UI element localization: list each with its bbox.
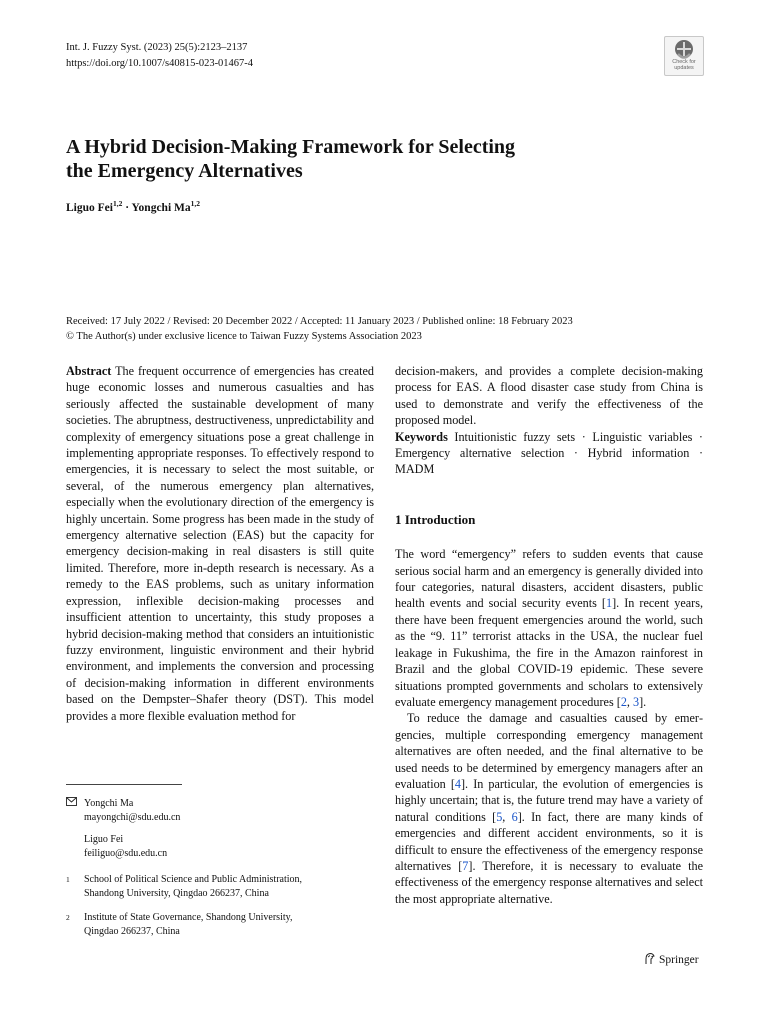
citation-link[interactable]: 6	[511, 809, 518, 824]
author-name[interactable]: Yongchi Ma	[131, 202, 191, 214]
author-name[interactable]: Liguo Fei	[66, 202, 113, 214]
article-history	[66, 314, 573, 344]
affiliation-1-line2: Shandong University, Qingdao 266237, China	[84, 888, 269, 899]
abstract-text: The frequent occurrence of emergencies has created huge economic losses and numerous casualties and has seriously affected the sustainable development of many societies. The abruptness, destructiveness, unpredictability and complexity of emergency situations pose a great challenge in implementing appropriate responses. To effectively respond to emergencies, it is necessary to select the most suitable, or several, of the numerous emergency plan alternatives, especially when the evolutionary direction of the emergency is highly uncertain. Some progress has been made in the study of emergency alternative selection (EAS) but the capacity for emergency decision-making in real disasters is still quite limited. Therefore, more in-depth research is necessary. As a remedy to the EAS problems, such as unitary information expression, inflexible decision-making processes and insufficient attention to uncertainty, this study proposes a hybrid decision-making method that considers an intuitionistic fuzzy environment, linguistic environment and their hybrid environment, and implements the conversion and processing of decision-making information in different environments based on the Dempster–Shafer theory (DST). This model provides a more flexible evaluation method for	[66, 364, 374, 723]
introduction-body	[395, 546, 703, 907]
author-footnote-email[interactable]: feiliguo@sdu.edu.cn	[84, 848, 168, 859]
intro-paragraph-1	[395, 546, 703, 710]
author-affiliation-mark: 1,2	[190, 199, 200, 208]
citation-separator: ,	[626, 694, 633, 709]
affiliation-2	[66, 911, 374, 939]
author-affiliation-mark: 1,2	[112, 199, 123, 208]
affiliation-2-mark: 2	[66, 913, 70, 922]
intro-paragraph-2	[395, 710, 703, 907]
intro-p2-text: To reduce the damage and casualties caused by emergencies, multiple corresponding emergency management alternatives are often needed, and the final alternative to be used needs to be determined by emergency managers after an evaluation [	[395, 711, 703, 791]
corresponding-author-note	[66, 797, 374, 861]
citation-link[interactable]: 4	[454, 776, 461, 791]
publisher-name: Springer	[659, 954, 699, 966]
article-title	[66, 135, 686, 183]
keywords	[395, 429, 703, 478]
publication-dates: Received: 17 July 2022 / Revised: 20 December 2022 / Accepted: 11 January 2023 / Published online: 18 February 2023	[66, 316, 573, 327]
intro-p1-text: ].	[639, 694, 647, 709]
keywords-text: Intuitionistic fuzzy sets · Linguistic variables · Emergency alternative selection · Hybrid information · MADM	[395, 429, 703, 477]
footnote-divider	[66, 784, 182, 785]
title-line-1: A Hybrid Decision-Making Framework for Selecting	[66, 136, 516, 158]
abstract	[66, 363, 374, 724]
check-badge-line1: Check for	[672, 59, 696, 65]
affiliation-1-mark: 1	[66, 875, 70, 884]
author-separator: ·	[122, 202, 132, 214]
footnotes	[66, 797, 374, 939]
citation-separator: ,	[502, 809, 512, 824]
title-line-2: the Emergency Alternatives	[66, 160, 303, 182]
citation-link[interactable]: 1	[605, 596, 613, 611]
corresponding-author-name: Yongchi Ma	[84, 798, 134, 809]
intro-p1-text: ]. In recent years, there have been frequent emergencies around the world, such as the “9. 11” terrorist attacks in the USA, the nuclear fuel leakage in Fukushima, the fire in the Amazon rainforest in Brazil and the global COVID-19 epidemic. These severe situations prompted governments and scholars to extensively evaluate emergency management procedures [	[395, 596, 703, 709]
check-for-updates-badge[interactable]	[664, 36, 704, 76]
abstract-label: Abstract	[66, 364, 112, 378]
intro-p1-text: The word “emergency” refers to sudden events that cause serious social harm and an emergency is generally divided into four categories, natural disasters, accident disasters, public health events and social security events [	[395, 547, 703, 611]
journal-header	[66, 40, 253, 72]
journal-citation: Int. J. Fuzzy Syst. (2023) 25(5):2123–2137	[66, 42, 248, 53]
abstract-continued: decision-makers, and provides a complete decision-making process for EAS. A flood disaster case study from China is used to demonstrate and verify the effectiveness of the proposed model.	[395, 364, 703, 428]
citation-link[interactable]: 7	[462, 858, 469, 873]
copyright-line: © The Author(s) under exclusive licence to Taiwan Fuzzy Systems Association 2023	[66, 331, 422, 342]
crossmark-icon	[673, 39, 695, 59]
right-column	[395, 363, 703, 907]
intro-p2-text: ]. In particular, the evolution of emergencies is highly uncertain; that is, the future trend may have a variety of natural conditions [	[395, 776, 703, 824]
author-footnote-name: Liguo Fei	[84, 834, 124, 845]
affiliation-1-line1: School of Political Science and Public Administration,	[84, 874, 303, 885]
citation-link[interactable]: 5	[496, 809, 503, 824]
check-badge-line2: updates	[674, 65, 694, 71]
left-column	[66, 363, 374, 724]
envelope-icon	[66, 797, 84, 861]
affiliation-1	[66, 873, 374, 901]
corresponding-author-email[interactable]: mayongchi@sdu.edu.cn	[84, 812, 181, 823]
affiliation-2-line2: Qingdao 266237, China	[84, 926, 180, 937]
keywords-label: Keywords	[395, 429, 448, 444]
intro-p2-text: ]. Therefore, it is necessary to evaluate the effectiveness of the emergency response alternatives and select the most appropriate alternative.	[395, 858, 703, 906]
intro-p2-text: ]. In fact, there are many kinds of emergencies and different accident environments, so it is difficult to ensure the effectiveness of the emergency response alternatives [	[395, 809, 703, 873]
springer-horse-icon	[643, 952, 656, 965]
affiliation-2-line1: Institute of State Governance, Shandong University,	[84, 912, 293, 923]
section-heading-introduction: 1 Introduction	[395, 511, 476, 527]
doi-link[interactable]: https://doi.org/10.1007/s40815-023-01467-4	[66, 58, 254, 69]
citation-link[interactable]: 3	[633, 694, 640, 709]
publisher-footer	[643, 952, 699, 966]
citation-link[interactable]: 2	[620, 694, 627, 709]
author-list	[66, 199, 200, 214]
